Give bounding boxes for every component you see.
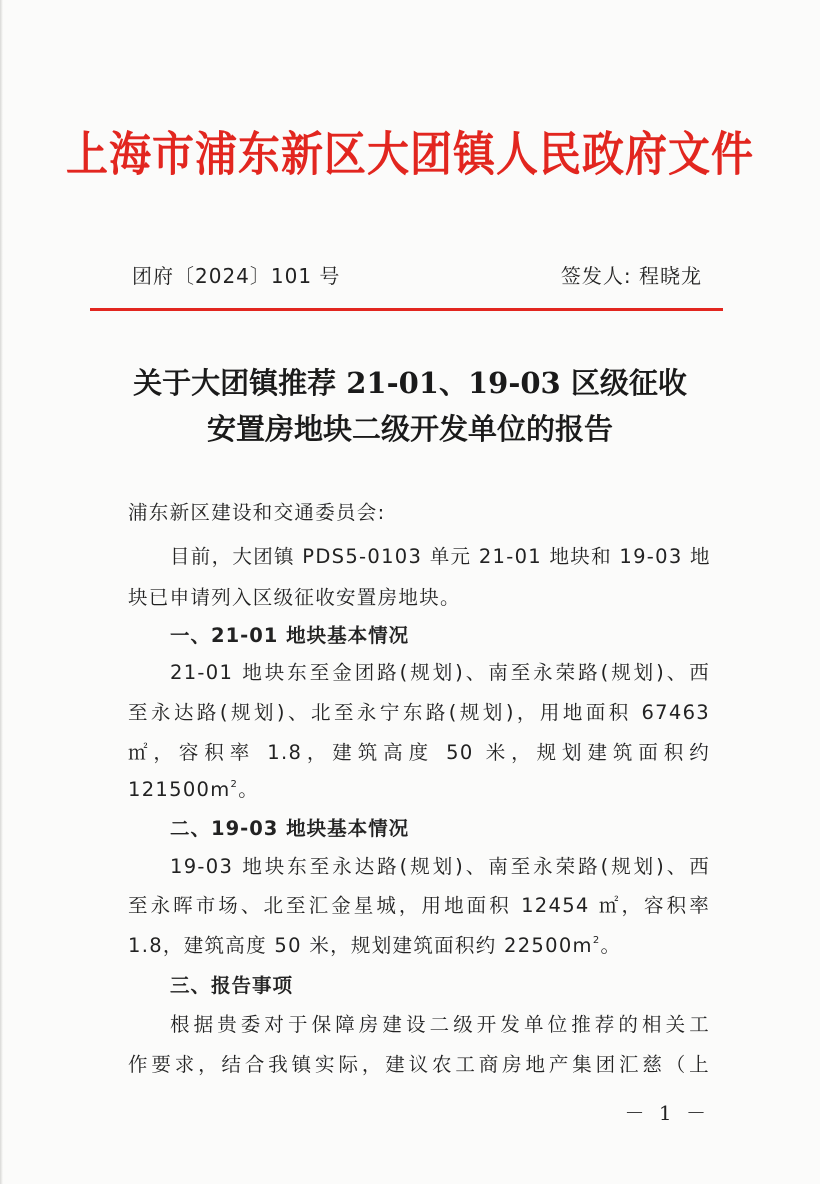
document-number: 团府〔2024〕101 号 [132, 264, 341, 288]
page-number: － 1 － [624, 1101, 710, 1125]
superscript: 2 [592, 935, 601, 946]
issuing-authority-title: 上海市浦东新区大团镇人民政府文件 [65, 126, 754, 182]
section3-paragraph-line: 作要求，结合我镇实际，建议农工商房地产集团汇慈（上 [128, 1053, 710, 1076]
signer: 签发人: 程晓龙 [560, 264, 702, 288]
punctuation: 。 [238, 778, 260, 801]
section1-paragraph-line: 21-01 地块东至金团路(规划)、南至永荣路(规划)、西 [170, 661, 710, 684]
section1-paragraph-line [128, 774, 708, 802]
section2-paragraph-line [128, 930, 708, 958]
area-value: 1.8，建筑高度 50 米，规划建筑面积约 22500m [128, 934, 593, 957]
section1-paragraph-line: ㎡，容积率 1.8，建筑高度 50 米，规划建筑面积约 [128, 741, 710, 764]
section2-paragraph-line: 19-03 地块东至永达路(规划)、南至永荣路(规划)、西 [170, 855, 710, 878]
section-heading-1: 一、21-01 地块基本情况 [170, 624, 410, 647]
superscript: 2 [230, 779, 239, 790]
section2-paragraph-line: 至永晖市场、北至汇金星城，用地面积 12454 ㎡，容积率 [128, 894, 710, 917]
intro-paragraph-line: 块已申请列入区级征收安置房地块。 [128, 586, 461, 609]
document-subject [70, 360, 750, 452]
punctuation: 。 [600, 934, 622, 957]
section3-paragraph-line: 根据贵委对于保障房建设二级开发单位推荐的相关工 [170, 1013, 710, 1036]
section-heading-2: 二、19-03 地块基本情况 [170, 817, 410, 840]
addressee: 浦东新区建设和交通委员会: [128, 501, 386, 524]
intro-paragraph-line: 目前，大团镇 PDS5-0103 单元 21-01 地块和 19-03 地 [170, 545, 711, 568]
subject-line-1: 关于大团镇推荐 21-01、19-03 区级征收 [133, 366, 687, 400]
section-heading-3: 三、报告事项 [170, 974, 294, 997]
red-divider-line [90, 308, 723, 311]
section1-paragraph-line: 至永达路(规划)、北至永宁东路(规划)，用地面积 67463 [128, 701, 710, 724]
area-value: 121500m [128, 778, 231, 801]
scan-edge [0, 0, 3, 1184]
subject-line-2: 安置房地块二级开发单位的报告 [206, 412, 613, 446]
